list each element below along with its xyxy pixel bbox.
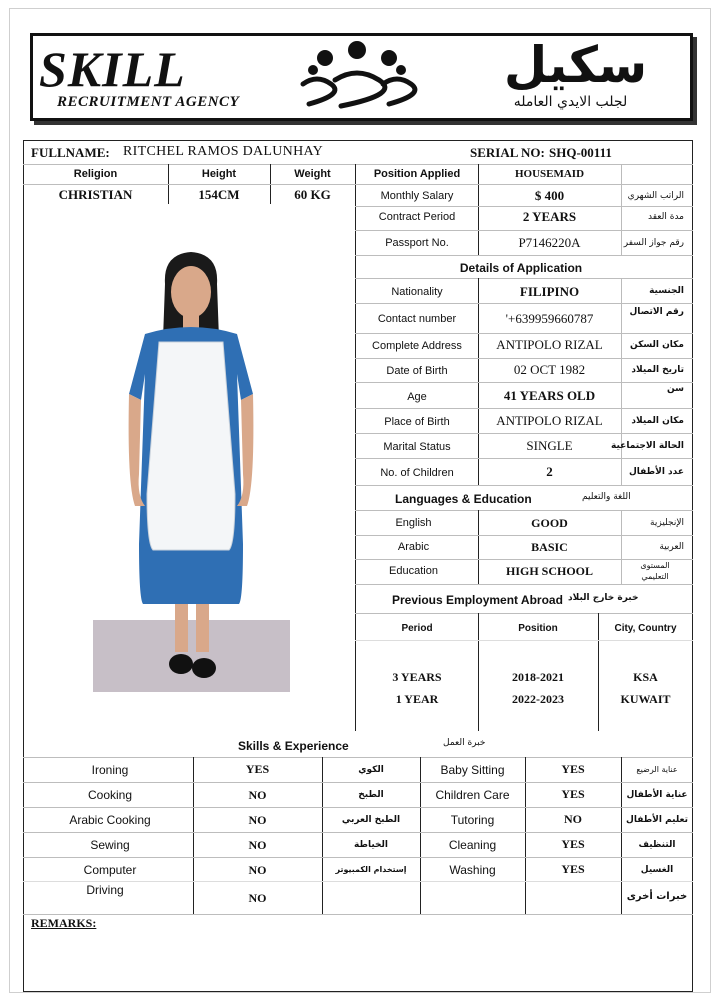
skill-washing-label: Washing	[449, 863, 496, 877]
row-divider	[355, 640, 693, 641]
height-label: Height	[201, 168, 237, 180]
arabic-arabic: العربية	[659, 542, 684, 552]
employment-years: 2022-2023	[512, 692, 564, 706]
address-label: Complete Address	[372, 340, 462, 352]
row-divider	[355, 206, 693, 207]
languages-arabic-title: اللغة والتعليم	[582, 492, 631, 502]
position-label: Position Applied	[373, 168, 461, 180]
brand-name: SKILL	[39, 41, 186, 97]
row-divider	[23, 857, 693, 858]
row-divider	[355, 184, 693, 185]
skill-sewing-label: Sewing	[90, 838, 130, 852]
skill-cooking-arabic: الطبخ	[358, 790, 384, 800]
row-divider	[355, 535, 693, 536]
row-divider	[355, 458, 693, 459]
applicant-photo-figure	[93, 244, 290, 692]
row-divider	[355, 333, 693, 334]
frame-top-line	[23, 140, 693, 141]
religion-value: CHRISTIAN	[58, 187, 133, 202]
agency-logo-banner	[30, 33, 693, 121]
arabic-brand: سكيل	[503, 36, 648, 94]
row-divider	[355, 255, 693, 256]
row-divider	[355, 510, 693, 511]
weight-label: Weight	[294, 168, 331, 180]
children-label: No. of Children	[380, 467, 454, 479]
skill-ironing-value: YES	[245, 762, 270, 776]
skill-driving-value: NO	[248, 891, 267, 905]
employment-country: KSA	[633, 670, 658, 684]
nationality-label: Nationality	[391, 286, 443, 298]
marital-arabic: الحالة الاجتماعية	[611, 441, 684, 451]
english-label: English	[395, 517, 432, 529]
skill-ironing-label: Ironing	[91, 763, 129, 777]
skill-arabiccooking-label: Arabic Cooking	[69, 813, 151, 827]
col-divider	[525, 757, 526, 914]
english-value: GOOD	[531, 516, 568, 530]
row-divider	[23, 832, 693, 833]
remarks-label: REMARKS:	[31, 916, 97, 930]
passport-arabic: رقم جواز السفر	[623, 238, 684, 248]
skill-driving-label: Driving	[86, 883, 124, 897]
skill-cleaning-value: YES	[561, 837, 585, 851]
age-arabic: سن	[667, 384, 684, 394]
skill-cleaning-arabic: التنظيف	[638, 840, 676, 850]
skill-babysitting-label: Baby Sitting	[440, 763, 505, 777]
row-divider	[355, 433, 693, 434]
languages-title: Languages & Education	[395, 492, 532, 506]
education-value: HIGH SCHOOL	[505, 564, 594, 578]
serial-value: SHQ-00111	[549, 145, 612, 160]
position-value: HOUSEMAID	[514, 168, 585, 180]
passport-label: Passport No.	[385, 237, 449, 249]
weight-value: 60 KG	[294, 187, 331, 202]
row-divider	[355, 358, 693, 359]
skill-babysitting-arabic: عناية الرضيع	[636, 765, 678, 774]
row-divider	[23, 881, 693, 882]
employment-period: 3 YEARS	[392, 670, 442, 684]
brand-subtitle: RECRUITMENT AGENCY	[57, 94, 240, 110]
skill-computer-arabic: إستخدام الكمبيوتر	[335, 865, 407, 874]
skill-babysitting-value: YES	[561, 762, 585, 776]
nationality-value: FILIPINO	[519, 284, 580, 299]
skills-arabic-title: خبرة العمل	[443, 738, 486, 748]
contract-arabic: مدة العقد	[648, 212, 684, 222]
applicant-photo	[93, 244, 290, 692]
employment-period: 1 YEAR	[395, 692, 439, 706]
skill-computer-value: NO	[248, 863, 267, 877]
row-divider	[23, 184, 355, 185]
education-arabic: المستوى التعليمي	[640, 561, 670, 581]
arabic-tagline: لجلب الايدي العامله	[513, 94, 628, 110]
row-divider	[355, 408, 693, 409]
fullname-label: FULLNAME:	[31, 145, 110, 160]
dob-label: Date of Birth	[386, 365, 448, 377]
age-value: 41 YEARS OLD	[503, 388, 596, 403]
skill-computer-label: Computer	[83, 863, 137, 877]
row-divider	[23, 757, 693, 758]
salary-arabic: الراتب الشهري	[627, 191, 684, 201]
row-divider	[23, 782, 693, 783]
contact-arabic: رقم الاتصال	[629, 307, 684, 317]
skill-sewing-arabic: الخياطة	[354, 840, 388, 850]
marital-value: SINGLE	[526, 438, 573, 453]
dob-arabic: تاريخ الميلاد	[631, 365, 684, 375]
contact-value: '+639959660787	[505, 311, 594, 326]
skill-tutoring-arabic: تعليم الأطفال	[626, 815, 688, 825]
skill-cooking-value: NO	[248, 788, 267, 802]
skills-title: Skills & Experience	[238, 739, 349, 753]
skill-cleaning-label: Cleaning	[448, 838, 497, 852]
employment-arabic-title: خبرة خارج البلاد	[568, 593, 639, 603]
pob-label: Place of Birth	[384, 416, 450, 428]
row-divider	[355, 584, 693, 585]
row-divider	[355, 278, 693, 279]
skill-arabiccooking-value: NO	[248, 813, 267, 827]
header-divider	[23, 164, 693, 165]
children-arabic: عدد الأطفال	[628, 467, 684, 477]
people-logo-icon	[295, 40, 419, 112]
skill-cooking-label: Cooking	[87, 788, 133, 802]
address-value: ANTIPOLO RIZAL	[496, 337, 603, 352]
skill-tutoring-label: Tutoring	[450, 813, 495, 827]
children-value: 2	[546, 464, 553, 479]
details-title: Details of Application	[459, 261, 583, 275]
skill-sewing-value: NO	[248, 838, 267, 852]
row-divider	[23, 807, 693, 808]
skill-arabiccooking-arabic: الطبخ العربي	[341, 815, 401, 825]
arabic-label: Arabic	[397, 541, 430, 553]
education-label: Education	[389, 565, 438, 577]
contract-label: Contract Period	[378, 211, 456, 223]
dob-value: 02 OCT 1982	[513, 362, 586, 377]
pob-value: ANTIPOLO RIZAL	[496, 413, 603, 428]
employment-title: Previous Employment Abroad	[392, 593, 563, 607]
col-divider	[420, 757, 421, 914]
height-value: 154CM	[198, 187, 240, 202]
marital-label: Marital Status	[383, 441, 451, 453]
skill-ironing-arabic: الكوي	[358, 765, 384, 775]
pob-arabic: مكان الميلاد	[631, 416, 684, 426]
nationality-arabic: الجنسية	[649, 286, 684, 296]
contract-value: 2 YEARS	[522, 209, 577, 224]
skill-childrencare-label: Children Care	[435, 788, 510, 802]
address-arabic: مكان السكن	[630, 340, 684, 350]
position-header: Position	[518, 623, 558, 634]
skill-childrencare-arabic: عناية الأطفال	[626, 790, 688, 800]
col-divider	[322, 757, 323, 914]
row-divider	[355, 230, 693, 231]
age-label: Age	[407, 391, 427, 403]
row-divider	[355, 303, 693, 304]
serial-label: SERIAL NO:	[470, 145, 545, 160]
salary-label: Monthly Salary	[380, 190, 454, 202]
salary-value: $ 400	[534, 188, 565, 203]
passport-value: P7146220A	[518, 235, 581, 250]
contact-label: Contact number	[377, 313, 457, 325]
fullname-value: RITCHEL RAMOS DALUNHAY	[123, 144, 324, 159]
period-header: Period	[401, 623, 433, 634]
country-header: City, Country	[614, 623, 677, 634]
other-skills-arabic: خبرات أخرى	[626, 891, 688, 902]
skill-washing-arabic: الغسيل	[640, 865, 674, 875]
religion-label: Religion	[73, 168, 118, 180]
arabic-value: BASIC	[531, 540, 568, 554]
row-divider	[355, 382, 693, 383]
skill-tutoring-value: NO	[564, 812, 582, 826]
employment-years: 2018-2021	[512, 670, 564, 684]
row-divider	[23, 914, 693, 915]
skill-childrencare-value: YES	[561, 787, 585, 801]
english-arabic: الإنجليزية	[650, 518, 684, 528]
skill-washing-value: YES	[561, 862, 585, 876]
row-divider	[355, 485, 693, 486]
employment-country: KUWAIT	[620, 692, 671, 706]
row-divider	[355, 613, 693, 614]
